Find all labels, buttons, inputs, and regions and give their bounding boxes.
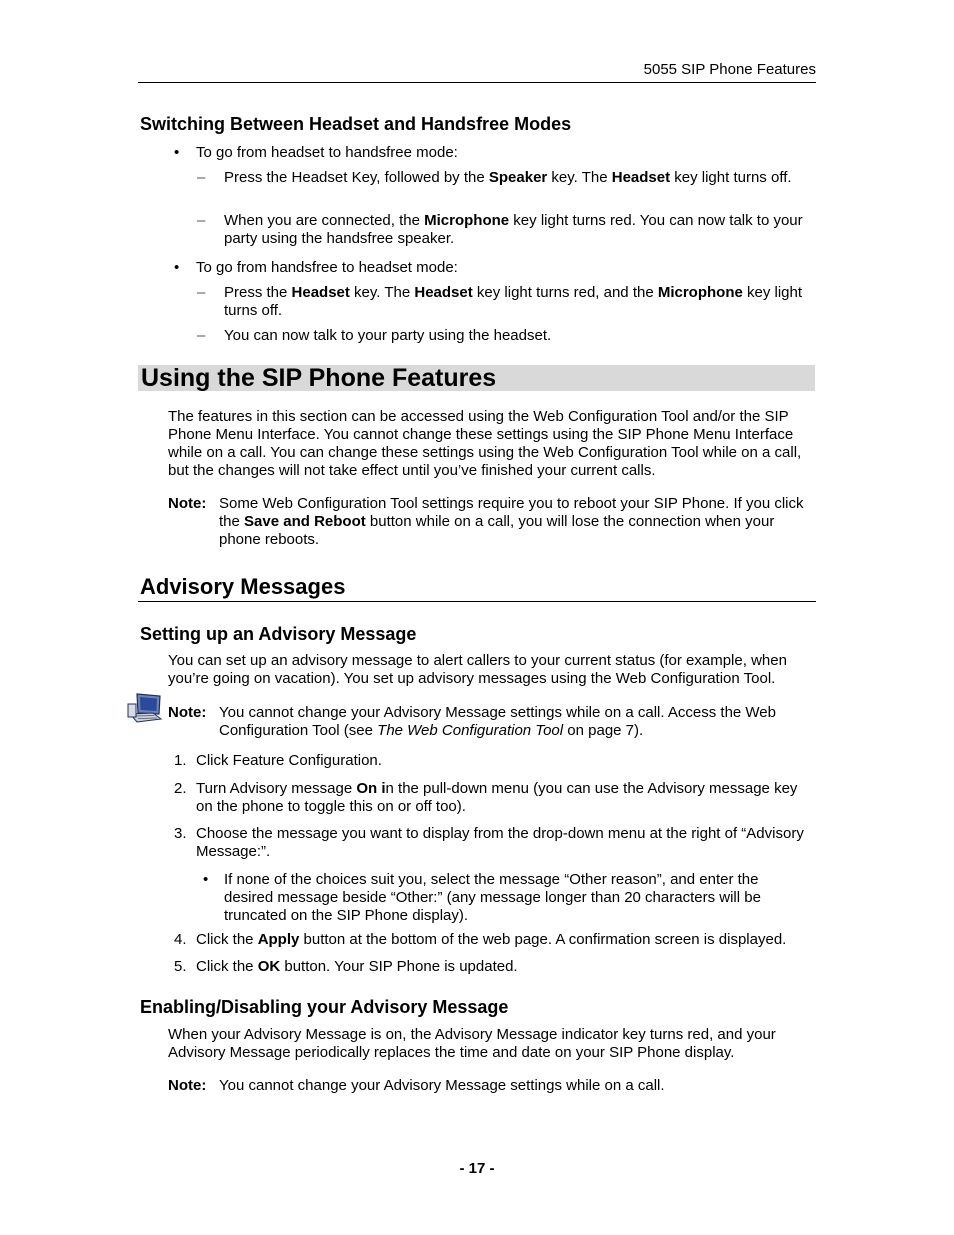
dash-icon: –: [197, 327, 206, 344]
dash-icon: –: [197, 212, 206, 229]
chapter-heading-using-sip-features: Using the SIP Phone Features: [138, 365, 815, 391]
note-label: Note:: [168, 495, 207, 512]
list-item: – You can now talk to your party using the headset.: [197, 327, 552, 344]
computer-icon: [127, 692, 163, 726]
dash-icon: –: [197, 169, 206, 186]
paragraph: The features in this section can be accessed using the Web Configuration Tool and/or the SIP Phone Menu Interface. You cannot change these settings using the SIP Phone Menu Interface while on a call. You can change these settings using the Web Configuration Tool while on a call, but the changes will not take effect until you’ve finished your current calls.: [168, 408, 802, 479]
page-number: - 17 -: [459, 1160, 495, 1177]
running-header: 5055 SIP Phone Features: [138, 60, 816, 83]
dash-icon: –: [197, 284, 206, 301]
section-heading-switching-modes: Switching Between Headset and Handsfree Modes: [140, 114, 572, 134]
paragraph: When your Advisory Message is on, the Advisory Message indicator key turns red, and your Advisory Message periodically replaces the time and date on your SIP Phone display.: [168, 1026, 776, 1061]
bullet-icon: •: [174, 144, 180, 161]
list-item: – When you are connected, the Microphone key light turns red. You can now talk to your party using the handsfree speaker.: [197, 212, 803, 247]
subsection-heading-enabling-disabling: Enabling/Disabling your Advisory Message: [140, 997, 509, 1017]
note-label: Note:: [168, 704, 207, 721]
paragraph: You can set up an advisory message to alert callers to your current status (for example, when you’re going on vacation). You set up advisory messages using the Web Configuration Tool.: [168, 652, 787, 687]
document-page: 5055 SIP Phone Features Switching Between Headset and Handsfree Modes • To go from headset to handsfree mode: – Press the Headset Key, followed by the Speaker key. The Headset key light turns off. – When you are connected, the Microphone key light turns red. You can now talk to your party using the handsfree speaker. • To go from handsfree to headset mode: – Press the Headset key. The Headset key light turns red, and the Microphone key light turns off. – You can now talk to your party using the headset. Using the SIP Phone Features The features in this section can be accessed using the Web Configuration Tool and/or the SIP Phone Menu Interface. You cannot change these settings using the SIP Phone Menu Interface while on a call. You can change these settings using the Web Configuration Tool while on a call, but the changes will not take effect until you’ve finished your current calls. Note: Some Web Configuration Tool settings require you to reboot your SIP Phone. If you click the Save and Reboot button while on a call, you will lose the connection when your phone reboots. Advisory Messages Setting up an Advisory Message You can set up an advisory message to alert callers to your current status (for example, when you’re going on vacation). You set up advisory messages using the Web Configuration Tool. Note: You cannot change your Advisory Message settings while on a call. Access the Web Configuration Tool (see The Web Configuration Tool on page 7). 1. Click Feature Configuration. 2. Turn Advisory message On in the pull-down menu (you can use the Advisory message key on the phone to toggle this on or off too). 3. Choose the message you want to display from the drop-down menu at the right of “Advisory Message:”. • If none of the choices suit you, select the message “Other reason”, and enter the desired message beside “Other:” (any message longer than 20 characters will be truncated on the SIP Phone display). 4. Click the Apply button at the bottom of the web page. A confirmation screen is displayed. 5. Click the OK button. Your SIP Phone is updated. Enabling/Disabling your Advisory Message When your Advisory Message is on, the Advisory Message indicator key turns red, and your Advisory Message periodically replaces the time and date on your SIP Phone display. Note: You cannot change your Advisory Message settings while on a call. - 17 -: [0, 0, 954, 1235]
bullet-icon: •: [203, 871, 209, 888]
list-item: – Press the Headset key. The Headset key light turns red, and the Microphone key light turns off.: [197, 284, 803, 319]
bullet-icon: •: [174, 259, 180, 276]
section-heading-advisory-messages: Advisory Messages: [138, 574, 816, 602]
list-item: – Press the Headset Key, followed by the Speaker key. The Headset key light turns off.: [197, 169, 792, 186]
subsection-heading-setting-up: Setting up an Advisory Message: [140, 624, 417, 644]
note-label: Note:: [168, 1077, 207, 1094]
